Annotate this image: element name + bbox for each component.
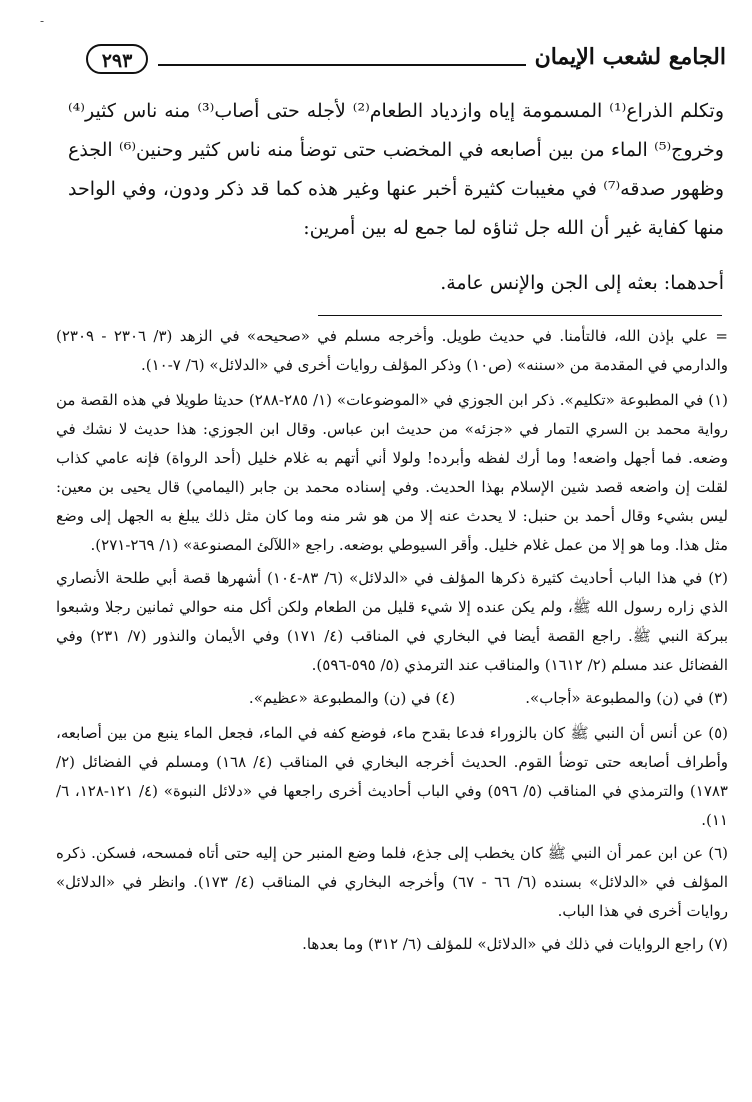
running-title: الجامع لشعب الإيمان bbox=[534, 44, 726, 70]
main-text bbox=[68, 92, 724, 303]
footnote-continuation: = علي بإذن الله، فالتأمنا. في حديث طويل. وأخرجه مسلم في «صحيحه» في الزهد (٣/ ٢٣٠٦ - ٢٣٠٩) والدارمي في المقدمة من «سننه» (ص١٠) وذكر المؤلف روايات أخرى في «الدلائل» (٦/ ٧-١٠). bbox=[56, 327, 728, 374]
footnote-6: (٦) عن ابن عمر أن النبي ﷺ كان يخطب إلى جذع، فلما وضع المنبر حن إليه حتى أتاه فمسحه، فسكن. ذكره المؤلف في «الدلائل» بسنده (٦/ ٦٦ - ٦٧) وأخرجه البخاري في المناقب (٤/ ١٧٣). وانظر في «الدلائل» روايات أخرى في هذا الباب. bbox=[56, 844, 728, 920]
footnote-5: (٥) عن أنس أن النبي ﷺ كان بالزوراء فدعا بقدح ماء، فوضع كفه في الماء، فجعل الماء ينبع من بين أصابعه، وأطراف أصابعه حتى توضأ القوم. الحديث أخرجه البخاري في المناقب (٤/ ١٦٨) ومسلم في الفضائل (٢/ ١٧٨٣) والترمذي في المناقب (٥/ ٥٩٦) وفي الباب أحاديث أخرى راجعها في «دلائل النبوة» (٤/ ١٢١-١٢٨، ٦/ ١١). bbox=[56, 724, 729, 829]
footnote-2: (٢) في هذا الباب أحاديث كثيرة ذكرها المؤلف في «الدلائل» (٦/ ٨٣-١٠٤) أشهرها قصة أبي طلحة الأنصاري الذي زاره رسول الله ﷺ، ولم يكن عنده إلا شيء قليل من الطعام ولكن أكل منه حوالي ثمانين رجلا وشبعوا ببركة النبي ﷺ. راجع القصة أيضا في البخاري في المناقب (٤/ ١٧١) وفي الأيمان والنذور (٧/ ٢٣١) وفي الفضائل عند مسلم (٢/ ١٦١٢) والمناقب عند الترمذي (٥/ ٥٩٥-٥٩٦). bbox=[56, 569, 729, 674]
footnote-row-3-4 bbox=[56, 684, 728, 713]
footnote-4: (٤) في (ن) والمطبوعة «عظيم». bbox=[248, 689, 456, 707]
corner-mark: - bbox=[40, 14, 45, 28]
footnote-7: (٧) راجع الروايات في ذلك في «الدلائل» للمؤلف (٦/ ٣١٢) وما بعدها. bbox=[302, 935, 728, 953]
main-paragraph: وتكلم الذراع⁽¹⁾ المسمومة إياه وازدياد الطعام⁽²⁾ لأجله حتى أصاب⁽³⁾ منه ناس كثير⁽⁴⁾ وخروج⁽⁵⁾ الماء من بين أصابعه في المخضب حتى توضأ منه ناس كثير وحنين⁽⁶⁾ الجذع وظهور صدقه⁽⁷⁾ في مغيبات كثيرة أخبر عنها وغير هذه كما قد ذكر ودون، وفي الواحد منها كفاية غير أن الله جل ثناؤه لما جمع له بين أمرين: bbox=[68, 100, 724, 239]
point-one: أحدهما: بعثه إلى الجن والإنس عامة. bbox=[440, 272, 724, 294]
footnote-1: (١) في المطبوعة «تكليم». ذكر ابن الجوزي في «الموضوعات» (١/ ٢٨٥-٢٨٨) حديثا طويلا في هذه القصة من رواية محمد بن السري التمار في «جزئه» من حديث ابن عباس. وقال ابن الجوزي: هذا حديث لا نشك في وضعه. فما أجهل واضعه! وما أرك لفظه وأبرده! ولولا أني أتهم به غلام خليل (أحد الرواة) فإنه عامي كذاب لقلت إن واضعه قصد شين الإسلام بهذا الحديث. وفي إسناده محمد بن جابر (اليمامي) قال يحيى بن معين: ليس بشيء وقال أحمد بن حنبل: لا يحدث عنه إلا من هو شر منه وما كان مثل ذلك يبلغ به الجهل إلى وضع مثل هذا. وما هو إلا من عمل غلام خليل. وأقر السيوطي بوضعه. راجع «اللآلئ المصنوعة» (١/ ٢٦٩-٢٧١). bbox=[56, 391, 728, 554]
footnotes bbox=[56, 322, 728, 963]
footnote-3: (٣) في (ن) والمطبوعة «أجاب». bbox=[525, 689, 728, 707]
page-number: ٢٩٣ bbox=[86, 44, 148, 74]
header-rule bbox=[158, 64, 526, 66]
footnote-separator bbox=[318, 315, 722, 316]
page-header bbox=[86, 40, 726, 80]
